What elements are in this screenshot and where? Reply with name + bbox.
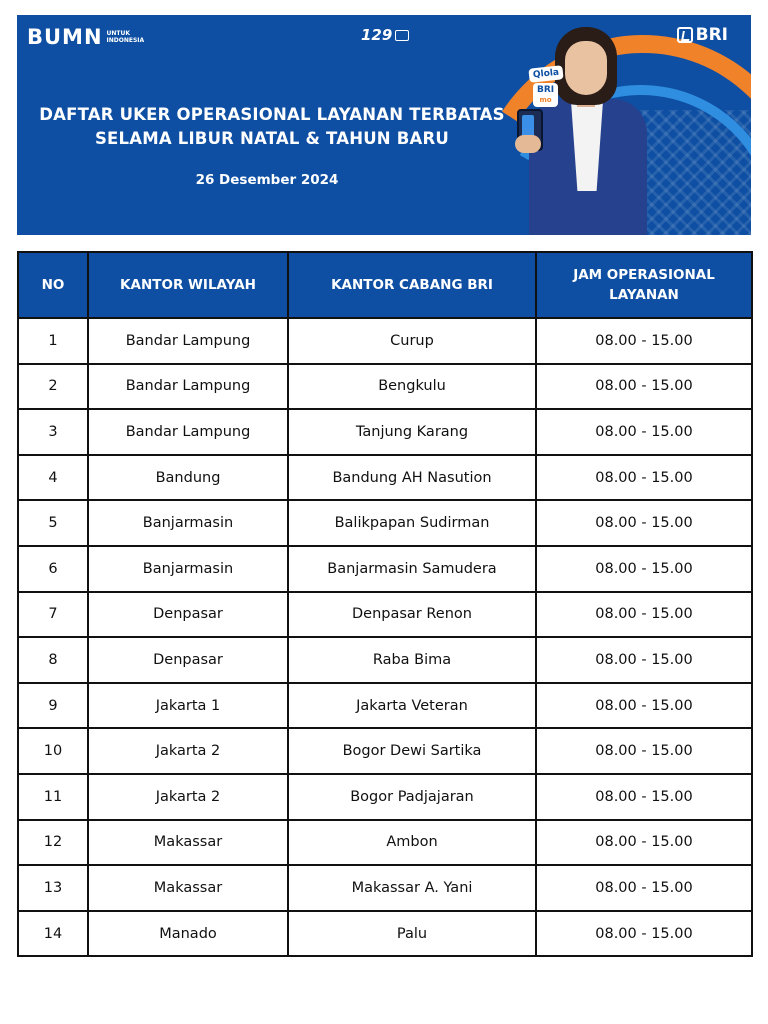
table-row (18, 318, 752, 364)
row-jam-operasional: 08.00 - 15.00 (536, 455, 752, 501)
table-row (18, 592, 752, 638)
table-row (18, 455, 752, 501)
face-shape (565, 41, 607, 95)
table-row (18, 546, 752, 592)
row-jam-operasional: 08.00 - 15.00 (536, 364, 752, 410)
row-jam-operasional: 08.00 - 15.00 (536, 592, 752, 638)
title-line-2: SELAMA LIBUR NATAL & TAHUN BARU (94, 129, 450, 148)
row-kantor-cabang: Bandung AH Nasution (288, 455, 536, 501)
row-number: 13 (18, 865, 88, 911)
row-kantor-cabang: Bogor Dewi Sartika (288, 728, 536, 774)
table-row (18, 409, 752, 455)
row-number: 7 (18, 592, 88, 638)
row-number: 3 (18, 409, 88, 455)
row-kantor-wilayah: Bandung (88, 455, 288, 501)
row-kantor-cabang: Makassar A. Yani (288, 865, 536, 911)
page-date: 26 Desember 2024 (195, 172, 339, 188)
row-number: 5 (18, 500, 88, 546)
row-jam-operasional: 08.00 - 15.00 (536, 637, 752, 683)
table-body (18, 318, 752, 956)
table-row (18, 774, 752, 820)
row-number: 9 (18, 683, 88, 729)
row-kantor-wilayah: Makassar (88, 865, 288, 911)
row-number: 10 (18, 728, 88, 774)
row-kantor-wilayah: Bandar Lampung (88, 318, 288, 364)
row-number: 8 (18, 637, 88, 683)
bumn-logo-subtitle: UNTUK INDONESIA (106, 30, 145, 44)
row-kantor-wilayah: Jakarta 1 (88, 683, 288, 729)
table-row (18, 637, 752, 683)
brimo-app-badge: BRI mo (533, 83, 558, 107)
header-jam-operasional: JAM OPERASIONAL LAYANAN (536, 252, 752, 318)
row-kantor-cabang: Bengkulu (288, 364, 536, 410)
row-kantor-cabang: Raba Bima (288, 637, 536, 683)
row-kantor-cabang: Jakarta Veteran (288, 683, 536, 729)
row-kantor-cabang: Banjarmasin Samudera (288, 546, 536, 592)
anniversary-number: 129 (361, 26, 393, 44)
row-kantor-wilayah: Jakarta 2 (88, 728, 288, 774)
bri-logo (677, 25, 728, 45)
header-no: NO (18, 252, 88, 318)
table-row (18, 820, 752, 866)
row-number: 2 (18, 364, 88, 410)
row-kantor-wilayah: Makassar (88, 820, 288, 866)
row-jam-operasional: 08.00 - 15.00 (536, 683, 752, 729)
row-number: 14 (18, 911, 88, 957)
row-number: 6 (18, 546, 88, 592)
qlola-app-badge: Qlola (528, 65, 563, 82)
row-kantor-cabang: Denpasar Renon (288, 592, 536, 638)
title-line-1: DAFTAR UKER OPERASIONAL LAYANAN TERBATAS (39, 105, 505, 124)
row-kantor-wilayah: Denpasar (88, 637, 288, 683)
bumn-logo-mark: BUMN (27, 25, 103, 49)
row-kantor-cabang: Curup (288, 318, 536, 364)
row-number: 12 (18, 820, 88, 866)
row-jam-operasional: 08.00 - 15.00 (536, 774, 752, 820)
row-kantor-wilayah: Bandar Lampung (88, 364, 288, 410)
anniversary-logo (361, 26, 409, 44)
table-row (18, 683, 752, 729)
row-jam-operasional: 08.00 - 15.00 (536, 318, 752, 364)
row-kantor-wilayah: Denpasar (88, 592, 288, 638)
row-jam-operasional: 08.00 - 15.00 (536, 500, 752, 546)
row-kantor-wilayah: Banjarmasin (88, 500, 288, 546)
row-kantor-cabang: Bogor Padjajaran (288, 774, 536, 820)
header-banner (17, 15, 751, 235)
row-kantor-cabang: Palu (288, 911, 536, 957)
bumn-logo (27, 25, 144, 49)
presenter-illustration (507, 25, 677, 235)
table-row (18, 728, 752, 774)
row-jam-operasional: 08.00 - 15.00 (536, 820, 752, 866)
hand-shape (515, 135, 541, 153)
row-kantor-cabang: Balikpapan Sudirman (288, 500, 536, 546)
row-kantor-wilayah: Manado (88, 911, 288, 957)
row-number: 4 (18, 455, 88, 501)
bri-logo-text: BRI (695, 25, 728, 45)
header-kantor-cabang: KANTOR CABANG BRI (288, 252, 536, 318)
row-kantor-cabang: Tanjung Karang (288, 409, 536, 455)
page-title (17, 103, 527, 151)
row-jam-operasional: 08.00 - 15.00 (536, 409, 752, 455)
row-kantor-wilayah: Jakarta 2 (88, 774, 288, 820)
row-kantor-wilayah: Banjarmasin (88, 546, 288, 592)
row-number: 11 (18, 774, 88, 820)
row-number: 1 (18, 318, 88, 364)
table-row (18, 911, 752, 957)
table-row (18, 865, 752, 911)
row-kantor-wilayah: Bandar Lampung (88, 409, 288, 455)
row-jam-operasional: 08.00 - 15.00 (536, 728, 752, 774)
row-jam-operasional: 08.00 - 15.00 (536, 911, 752, 957)
table-row (18, 364, 752, 410)
table-header-row (18, 252, 752, 318)
row-jam-operasional: 08.00 - 15.00 (536, 546, 752, 592)
header-kantor-wilayah: KANTOR WILAYAH (88, 252, 288, 318)
operational-schedule-table (17, 251, 753, 957)
anniversary-badge-icon (395, 30, 409, 41)
row-kantor-cabang: Ambon (288, 820, 536, 866)
row-jam-operasional: 08.00 - 15.00 (536, 865, 752, 911)
bri-mark-icon (677, 27, 693, 43)
table-row (18, 500, 752, 546)
